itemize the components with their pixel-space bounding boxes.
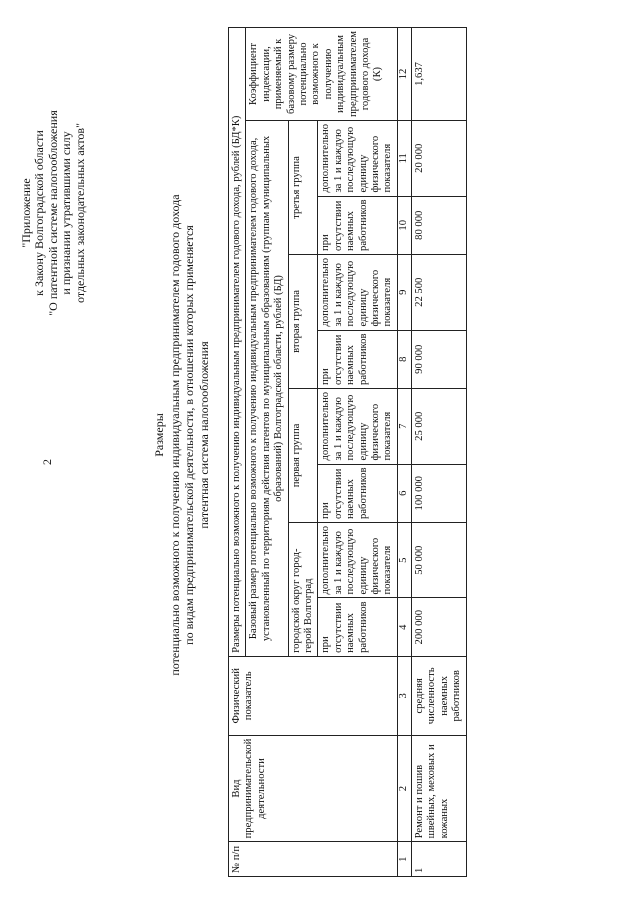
appendix-header xyxy=(20,103,87,323)
column-number: 3 xyxy=(397,656,411,735)
row-value: 20 000 xyxy=(411,120,466,196)
header-num: № п/п xyxy=(229,842,398,877)
title-line: потенциально возможного к получению индивидуальным предпринимателем годового дохода xyxy=(168,194,183,676)
column-number: 10 xyxy=(397,196,411,254)
row-value: 25 000 xyxy=(411,388,466,464)
header-additional: дополнительно за 1 и каждую последующую единицу физического показателя xyxy=(318,388,397,464)
header-no-workers: при отсутствии наемных работников xyxy=(318,330,397,388)
row-value: 22 500 xyxy=(411,254,466,330)
column-number: 4 xyxy=(397,598,411,656)
appendix-line: отдельных законодательных актов" xyxy=(72,123,87,303)
header-indicator: Физический показатель xyxy=(229,656,398,735)
header-no-workers: при отсутствии наемных работников xyxy=(318,598,397,656)
header-no-workers: при отсутствии наемных работников xyxy=(318,464,397,522)
header-group1: первая группа xyxy=(288,388,318,522)
column-number: 2 xyxy=(397,735,411,842)
header-additional: дополнительно за 1 и каждую последующую единицу физического показателя xyxy=(318,522,397,598)
appendix-line: к Закону Волгоградской области xyxy=(32,130,47,296)
column-number: 9 xyxy=(397,254,411,330)
header-group2: вторая группа xyxy=(288,254,318,388)
row-value: 80 000 xyxy=(411,196,466,254)
column-number: 1 xyxy=(397,842,411,877)
column-number: 8 xyxy=(397,330,411,388)
header-sizes: Размеры потенциально возможного к получению индивидуальным предпринимателем годового дохода, рублей (БД*К) xyxy=(229,28,246,657)
row-value: 90 000 xyxy=(411,330,466,388)
header-additional: дополнительно за 1 и каждую последующую единицу физического показателя xyxy=(318,254,397,330)
column-number-row xyxy=(397,28,411,877)
column-number: 5 xyxy=(397,522,411,598)
header-row xyxy=(229,28,246,877)
header-no-workers: при отсутствии наемных работников xyxy=(318,196,397,254)
income-table xyxy=(228,27,467,877)
document-title xyxy=(152,115,211,755)
row-value: 100 000 xyxy=(411,464,466,522)
title-heading: Размеры xyxy=(152,413,166,457)
header-coefficient: Коэффициент индексации, применяемый к базовому размеру потенциально возможного к получению индивидуальным предпринимателем годового дохода (К) xyxy=(246,28,397,121)
title-line: по видам предпринимательской деятельности, в отношении которых применяется xyxy=(182,225,197,645)
header-city: городской округ город-герой Волгоград xyxy=(288,522,318,656)
header-group3: третья группа xyxy=(288,120,318,254)
page-number: 2 xyxy=(40,459,54,465)
title-line: патентная система налогообложения xyxy=(196,341,211,529)
column-number: 11 xyxy=(397,120,411,196)
row-activity: Ремонт и пошив швейных, меховых и кожаных xyxy=(411,735,466,842)
column-number: 7 xyxy=(397,388,411,464)
row-value: 1,637 xyxy=(411,28,466,121)
header-base: Базовый размер потенциально возможного к получению индивидуальным предпринимателем годового дохода, установленный по территориям действия патентов по муниципальным образованиям (группам муниципальных образований) Волгоградской области, рублей (БД) xyxy=(246,120,288,656)
row-indicator: средняя численность наемных работников xyxy=(411,656,466,735)
header-additional: дополнительно за 1 и каждую последующую единицу физического показателя xyxy=(318,120,397,196)
appendix-line: и признании утратившими силу xyxy=(59,131,74,295)
table-row xyxy=(411,28,466,877)
header-activity: Вид предпринимательской деятельности xyxy=(229,735,398,842)
row-value: 200 000 xyxy=(411,598,466,656)
column-number: 6 xyxy=(397,464,411,522)
row-value: 50 000 xyxy=(411,522,466,598)
column-number: 12 xyxy=(397,28,411,121)
row-num: 1 xyxy=(411,842,466,877)
appendix-line: "Приложение xyxy=(19,178,33,248)
appendix-line: "О патентной системе налогообложения xyxy=(45,110,60,316)
